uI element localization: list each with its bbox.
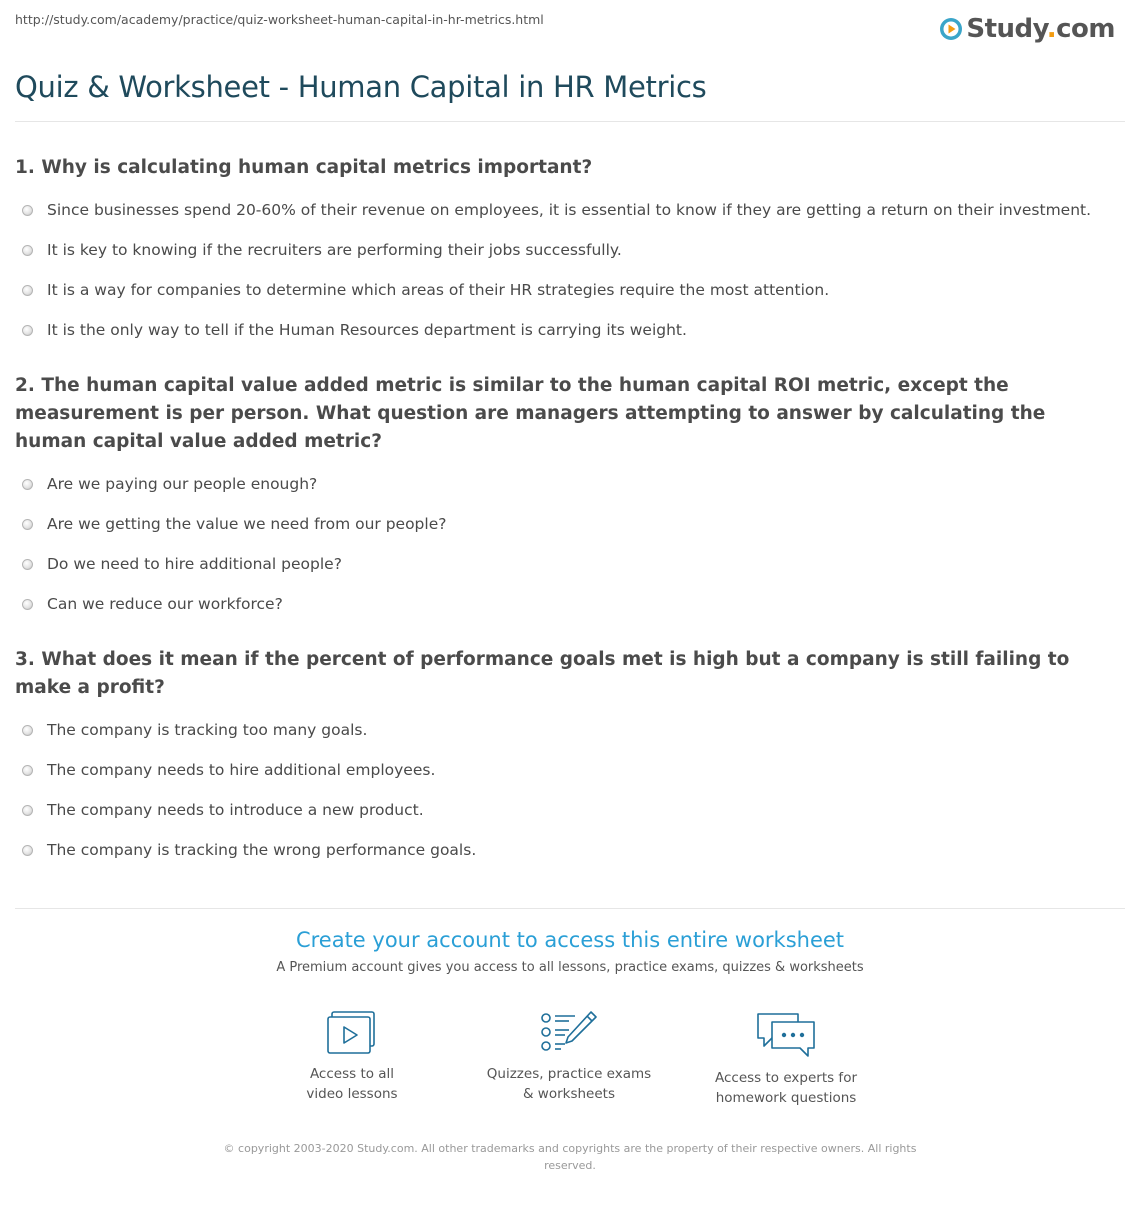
radio-button-icon[interactable] xyxy=(22,805,33,816)
answer-option[interactable] xyxy=(15,710,1115,750)
feature-experts xyxy=(686,1010,886,1108)
radio-button-icon[interactable] xyxy=(22,205,33,216)
feature-video-lessons xyxy=(252,1010,452,1104)
answer-option[interactable] xyxy=(15,750,1115,790)
premium-cta xyxy=(0,928,1140,975)
radio-button-icon[interactable] xyxy=(22,245,33,256)
premium-features xyxy=(0,1010,1140,1120)
radio-button-icon[interactable] xyxy=(22,559,33,570)
answer-label: It is the only way to tell if the Human Resources department is carrying its weight. xyxy=(47,321,687,339)
radio-button-icon[interactable] xyxy=(22,599,33,610)
answer-label: It is key to knowing if the recruiters are performing their jobs successfully. xyxy=(47,241,622,259)
radio-button-icon[interactable] xyxy=(22,325,33,336)
title-divider xyxy=(15,121,1125,122)
answer-label: The company is tracking too many goals. xyxy=(47,721,368,739)
radio-button-icon[interactable] xyxy=(22,285,33,296)
quiz-questions xyxy=(15,154,1115,892)
quiz-checklist-icon xyxy=(539,1010,599,1056)
answer-label: The company needs to hire additional employees. xyxy=(47,761,436,779)
answer-label: Do we need to hire additional people? xyxy=(47,555,342,573)
answer-option[interactable] xyxy=(15,464,1115,504)
answer-options xyxy=(15,464,1115,624)
answer-option[interactable] xyxy=(15,230,1115,270)
study-logo-icon xyxy=(939,17,963,41)
answer-option[interactable] xyxy=(15,504,1115,544)
premium-description: A Premium account gives you access to all lessons, practice exams, quizzes & worksheets xyxy=(276,960,864,975)
answer-option[interactable] xyxy=(15,310,1115,350)
feature-label: Access to all video lessons xyxy=(306,1066,398,1102)
answer-label: The company needs to introduce a new product. xyxy=(47,801,424,819)
study-logo-text: Study.com xyxy=(966,14,1115,44)
chat-bubbles-icon xyxy=(754,1010,818,1060)
cta-divider xyxy=(15,908,1125,909)
answer-option[interactable] xyxy=(15,584,1115,624)
feature-label: Quizzes, practice exams & worksheets xyxy=(486,1066,652,1102)
feature-quizzes xyxy=(469,1010,669,1104)
answer-label: Since businesses spend 20-60% of their revenue on employees, it is essential to know if they are getting a return on their investment. xyxy=(47,201,1092,219)
answer-options xyxy=(15,710,1115,870)
copyright-notice: © copyright 2003-2020 Study.com. All other trademarks and copyrights are the property of their respective owners. All rights reserved. xyxy=(223,1142,917,1172)
radio-button-icon[interactable] xyxy=(22,725,33,736)
answer-label: Are we getting the value we need from our people? xyxy=(47,515,447,533)
question-text: 3. What does it mean if the percent of performance goals met is high but a company is still failing to make a profit? xyxy=(15,649,1070,698)
answer-option[interactable] xyxy=(15,544,1115,584)
answer-option[interactable] xyxy=(15,790,1115,830)
answer-label: Are we paying our people enough? xyxy=(47,475,318,493)
answer-label: It is a way for companies to determine which areas of their HR strategies require the most attention. xyxy=(47,281,830,299)
radio-button-icon[interactable] xyxy=(22,845,33,856)
question-2 xyxy=(15,372,1115,624)
page-title: Quiz & Worksheet - Human Capital in HR Metrics xyxy=(15,70,707,104)
answer-label: The company is tracking the wrong performance goals. xyxy=(47,841,477,859)
question-3 xyxy=(15,646,1115,870)
answer-option[interactable] xyxy=(15,830,1115,870)
feature-label: Access to experts for homework questions xyxy=(714,1070,857,1106)
answer-options xyxy=(15,190,1115,350)
answer-option[interactable] xyxy=(15,190,1115,230)
answer-label: Can we reduce our workforce? xyxy=(47,595,283,613)
question-1 xyxy=(15,154,1115,350)
radio-button-icon[interactable] xyxy=(22,519,33,530)
question-text: 2. The human capital value added metric is similar to the human capital ROI metric, except the measurement is per person. What question are managers attempting to answer by calculating the human capital value added metric? xyxy=(15,375,1046,452)
video-lesson-icon xyxy=(326,1010,378,1056)
page-url: http://study.com/academy/practice/quiz-worksheet-human-capital-in-hr-metrics.html xyxy=(15,12,544,27)
radio-button-icon[interactable] xyxy=(22,479,33,490)
answer-option[interactable] xyxy=(15,270,1115,310)
radio-button-icon[interactable] xyxy=(22,765,33,776)
top-bar xyxy=(15,12,1125,42)
question-text: 1. Why is calculating human capital metrics important? xyxy=(15,157,593,178)
create-account-link[interactable]: Create your account to access this entire worksheet xyxy=(295,928,845,952)
study-logo[interactable] xyxy=(939,14,1115,44)
